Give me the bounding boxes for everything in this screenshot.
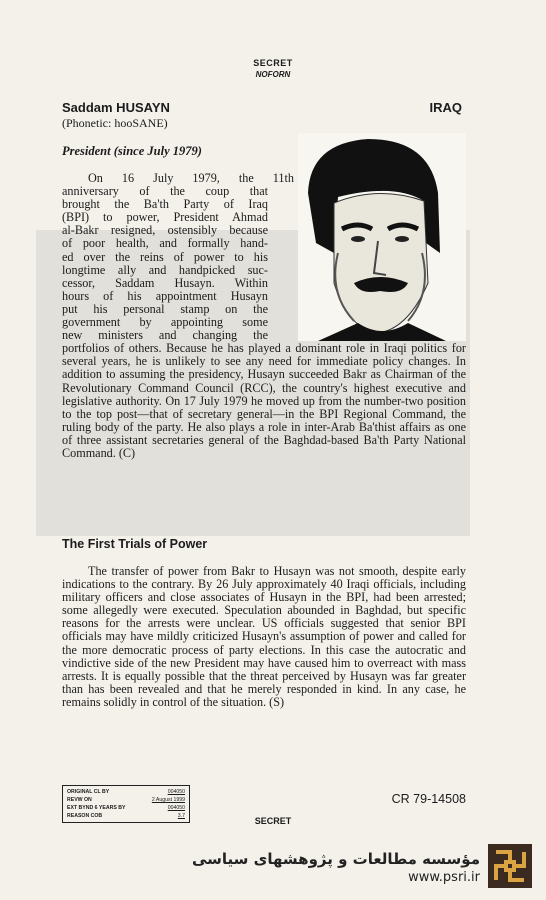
paragraph-presidency [62, 172, 466, 460]
stamp-value: 004050 [167, 805, 185, 811]
text-line: government by appointing some [62, 315, 268, 330]
classification-header [0, 58, 546, 80]
text-line: of poor health, and formally hand- [62, 236, 268, 251]
text-line: new ministers and changing the [62, 328, 268, 343]
subject-name: Saddam HUSAYN [62, 100, 170, 115]
stamp-label: EXT BYND 6 YEARS BY [67, 805, 126, 811]
stamp-label: REVW ON [67, 797, 92, 803]
stamp-label: ORIGINAL CL BY [67, 789, 110, 795]
document-number: CR 79-14508 [391, 792, 466, 806]
stamp-value: 004050 [167, 789, 185, 795]
stamp-row [67, 804, 185, 812]
stamp-value: 3.7 [177, 813, 185, 819]
stamp-label: REASON COB [67, 813, 103, 819]
classification-caveat: NOFORN [255, 70, 291, 79]
institute-logo-icon [488, 844, 532, 888]
position-title: President (since July 1979) [62, 144, 202, 158]
classification-top: SECRET [253, 58, 293, 68]
paragraph-continuation: portfolios of others. Because he has played a dominant role in Iraqi politics for several years, he is unlikely to see any need for immediate policy changes. In addition to assuming the presidency, Husayn succeeded Bakr as Chairman of the Revolutionary Command Council (RCC), the country's highest executive and legislative authority. On 17 July 1979 he moved up from the number-two position to the top post—that of secretary general—in the BPI Regional Command, the ruling body of the party. He also plays a role in inter-Arab Ba'thist affairs as one of three assistant secretaries general of the Baghdad-based Ba'th Party National Command. (C) [62, 341, 466, 460]
country-label: IRAQ [429, 100, 462, 115]
stamp-row [67, 796, 185, 804]
text-line: longtime ally and handpicked suc- [62, 262, 268, 277]
text-line: On 16 July 1979, the 11th [88, 171, 294, 185]
text-line: ed over the reins of power to his [62, 249, 268, 264]
paragraph-first-trials: The transfer of power from Bakr to Husayn was not smooth, despite early indications to the contrary. By 26 July approximately 40 Iraqi officials, including military officers and close associates of Husayn in the BPI, had been arrested; some allegedly were executed. Speculation abounded in Baghdad, but specific reasons for the arrests were unclear. US officials suggested that senior BPI officials may have mildly criticized Husayn's assumption of power and called for the more democratic process of party elections. In this case the autocratic and vindictive side of the new President may have caused him to overreact with mass arrests. It is equally possible that the threat perceived by Husayn was far greater than has been revealed and that he merely responded in kind. In any case, he remains solidly in control of the situation. (S) [62, 564, 466, 709]
text-line: cessor, Saddam Husayn. Within [62, 275, 268, 290]
watermark-url: www.psri.ir [408, 870, 480, 885]
phonetic-pronunciation: (Phonetic: hooSANE) [62, 116, 168, 130]
watermark [192, 850, 480, 885]
text-line: al-Bakr resigned, ostensibly because [62, 223, 268, 238]
section-heading: The First Trials of Power [62, 537, 208, 551]
stamp-value: 2 August 1999 [151, 797, 185, 803]
text-line: (BPI) to power, President Ahmad [62, 210, 268, 225]
text-line: put his personal stamp on the [62, 301, 268, 316]
classification-footer: SECRET [254, 816, 292, 826]
text-line: anniversary of the coup that [62, 184, 268, 199]
text-line: brought the Ba'th Party of Iraq [62, 197, 268, 212]
text-line: hours of his appointment Husayn [62, 288, 268, 303]
stamp-row [67, 788, 185, 796]
watermark-institute-name: مؤسسه مطالعات و پژوهشهای سیاسی [191, 850, 480, 868]
